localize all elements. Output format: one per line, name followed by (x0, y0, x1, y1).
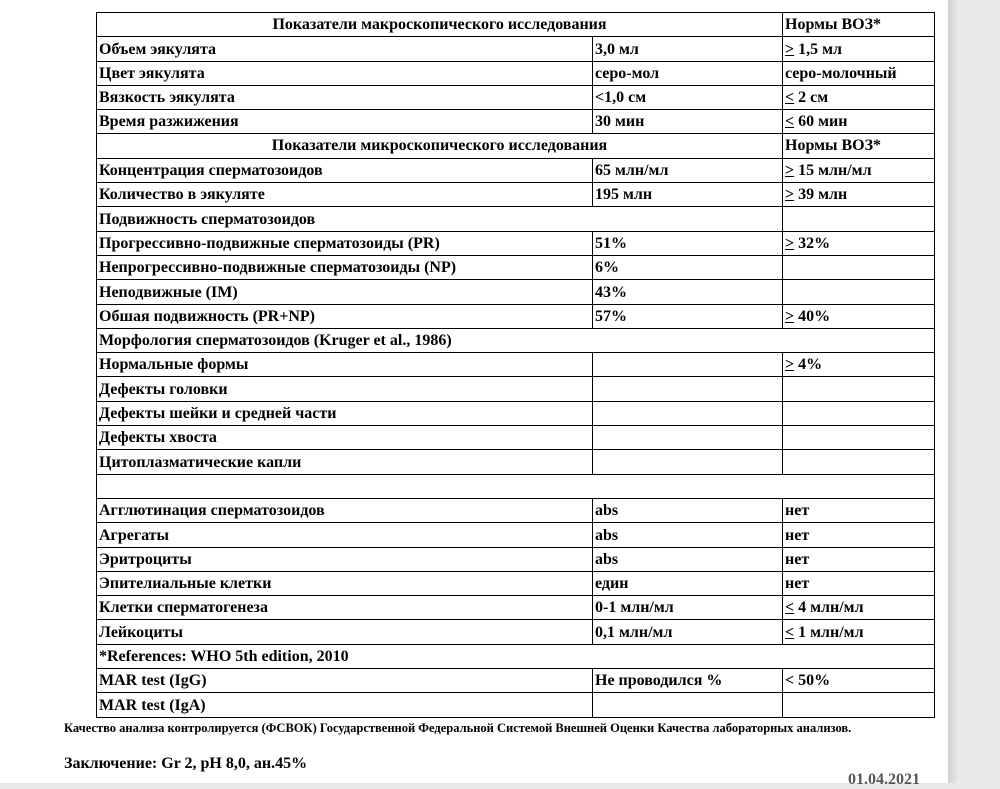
norm-value: 15 млн/мл (794, 162, 872, 180)
norm-cell (783, 158, 935, 182)
norm-cell (783, 596, 935, 620)
norm-sign: > (785, 356, 795, 374)
table-row (97, 61, 935, 85)
table-row (97, 255, 935, 279)
parameter-name: Агрегаты (97, 523, 593, 547)
section-title: Морфология сперматозоидов (Kruger et al., 1986) (97, 328, 935, 352)
norm-value: нет (785, 526, 810, 544)
norm-cell (783, 450, 935, 474)
references-row (97, 644, 935, 668)
norm-cell (783, 571, 935, 595)
table-row (97, 37, 935, 61)
result-value: abs (593, 547, 783, 571)
result-value: 30 мин (593, 110, 783, 134)
norm-cell (783, 37, 935, 61)
norm-sign: > (785, 40, 795, 58)
result-value: един (593, 571, 783, 595)
parameter-name: Цвет эякулята (97, 61, 593, 85)
result-value: 0-1 млн/мл (593, 596, 783, 620)
result-value: abs (593, 523, 783, 547)
quality-footnote: Качество анализа контролируется (ФСВОК) Государственной Федеральной Системой Внешней Оценки Качества лабораторных анализов. (64, 721, 852, 735)
norm-value: нет (785, 550, 810, 568)
table-row (97, 498, 935, 522)
norm-cell (783, 498, 935, 522)
section-title (97, 474, 935, 498)
parameter-name: Обшая подвижность (PR+NP) (97, 304, 593, 328)
result-value: 57% (593, 304, 783, 328)
table-row (97, 231, 935, 255)
parameter-name: MAR test (IgA) (97, 693, 593, 717)
result-value: 43% (593, 280, 783, 304)
norm-cell (783, 280, 935, 304)
norm-value: нет (785, 502, 810, 520)
parameter-name: Цитоплазматические капли (97, 450, 593, 474)
table-row (97, 280, 935, 304)
table-row (97, 547, 935, 571)
parameter-name: Эпителиальные клетки (97, 571, 593, 595)
norm-value: 40% (794, 307, 831, 325)
norm-sign: < (785, 599, 795, 617)
table-row (97, 571, 935, 595)
norm-sign: > (785, 307, 795, 325)
parameter-name: Концентрация сперматозоидов (97, 158, 593, 182)
page-edge-shadow (948, 0, 958, 783)
norm-cell (783, 401, 935, 425)
norm-value: 1 млн/мл (794, 623, 864, 641)
norm-value: 2 см (794, 89, 829, 107)
norm-sign: < (785, 113, 795, 131)
table-row (97, 426, 935, 450)
parameter-name: Объем эякулята (97, 37, 593, 61)
norm-value: 4 млн/мл (794, 599, 864, 617)
result-value: 65 млн/мл (593, 158, 783, 182)
table-row (97, 401, 935, 425)
result-value: abs (593, 498, 783, 522)
norm-cell (783, 669, 935, 693)
section-title: Показатели микроскопического исследования (97, 134, 783, 158)
parameter-name: Прогрессивно-подвижные сперматозоиды (PR) (97, 231, 593, 255)
table-row (97, 353, 935, 377)
result-value: 6% (593, 255, 783, 279)
result-value: <1,0 см (593, 85, 783, 109)
norm-sign: > (785, 162, 795, 180)
parameter-name: Время разжижения (97, 110, 593, 134)
result-value: серо-мол (593, 61, 783, 85)
section-title: Подвижность сперматозоидов (97, 207, 783, 231)
table-row (97, 693, 935, 717)
norm-cell (783, 304, 935, 328)
parameter-name: Непрогрессивно-подвижные сперматозоиды (NP) (97, 255, 593, 279)
table-row (97, 304, 935, 328)
norm-value: серо-молочный (785, 64, 897, 82)
norms-title: Нормы ВОЗ* (783, 134, 935, 158)
result-value (593, 377, 783, 401)
semen-analysis-table (96, 12, 935, 718)
table-row (97, 110, 935, 134)
norm-value: 4% (794, 356, 823, 374)
norm-value: нет (785, 575, 810, 593)
norm-sign: < (785, 89, 795, 107)
parameter-name: Лейкоциты (97, 620, 593, 644)
norm-cell (783, 353, 935, 377)
result-value: 195 млн (593, 183, 783, 207)
norm-cell (783, 523, 935, 547)
parameter-name: Неподвижные (IM) (97, 280, 593, 304)
conclusion: Заключение: Gr 2, pH 8,0, ан.45% (64, 755, 308, 772)
table-row (97, 669, 935, 693)
norm-cell (783, 231, 935, 255)
norm-cell (783, 547, 935, 571)
blank-row (97, 474, 935, 498)
motility-title-row (97, 207, 935, 231)
norm-cell (783, 110, 935, 134)
norm-value: 60 мин (794, 113, 848, 131)
table-row (97, 85, 935, 109)
empty-cell (783, 207, 935, 231)
table-row (97, 450, 935, 474)
norms-title: Нормы ВОЗ* (783, 13, 935, 37)
norm-value: 1,5 мл (794, 40, 842, 58)
parameter-name: Дефекты головки (97, 377, 593, 401)
result-value (593, 426, 783, 450)
parameter-name: Дефекты хвоста (97, 426, 593, 450)
norm-cell (783, 620, 935, 644)
parameter-name: Дефекты шейки и средней части (97, 401, 593, 425)
section-title: Показатели макроскопического исследования (97, 13, 783, 37)
norm-sign: > (785, 234, 795, 252)
norm-cell (783, 426, 935, 450)
micro-header-row (97, 134, 935, 158)
norm-value: 32% (794, 234, 831, 252)
norm-value: 39 млн (794, 186, 848, 204)
norm-cell (783, 61, 935, 85)
parameter-name: Нормальные формы (97, 353, 593, 377)
norm-cell (783, 85, 935, 109)
parameter-name: Вязкость эякулята (97, 85, 593, 109)
norm-cell (783, 693, 935, 717)
date-stamp: 01.04.2021 (848, 771, 920, 788)
section-title: *References: WHO 5th edition, 2010 (97, 644, 935, 668)
norm-cell (783, 255, 935, 279)
table-row (97, 183, 935, 207)
result-value: 51% (593, 231, 783, 255)
result-value (593, 353, 783, 377)
norm-sign: > (785, 186, 795, 204)
parameter-name: Количество в эякуляте (97, 183, 593, 207)
result-value (593, 401, 783, 425)
result-value: 0,1 млн/мл (593, 620, 783, 644)
parameter-name: Агглютинация сперматозоидов (97, 498, 593, 522)
result-value: Не проводился % (593, 669, 783, 693)
norm-cell (783, 377, 935, 401)
norm-sign: < (785, 623, 795, 641)
table-row (97, 596, 935, 620)
table-row (97, 158, 935, 182)
parameter-name: Эритроциты (97, 547, 593, 571)
parameter-name: Клетки сперматогенеза (97, 596, 593, 620)
result-value (593, 450, 783, 474)
parameter-name: MAR test (IgG) (97, 669, 593, 693)
table-row (97, 377, 935, 401)
macro-header-row (97, 13, 935, 37)
norm-value: < 50% (785, 672, 831, 690)
morphology-title-row (97, 328, 935, 352)
norm-cell (783, 183, 935, 207)
result-value (593, 693, 783, 717)
table-row (97, 620, 935, 644)
result-value: 3,0 мл (593, 37, 783, 61)
table-row (97, 523, 935, 547)
